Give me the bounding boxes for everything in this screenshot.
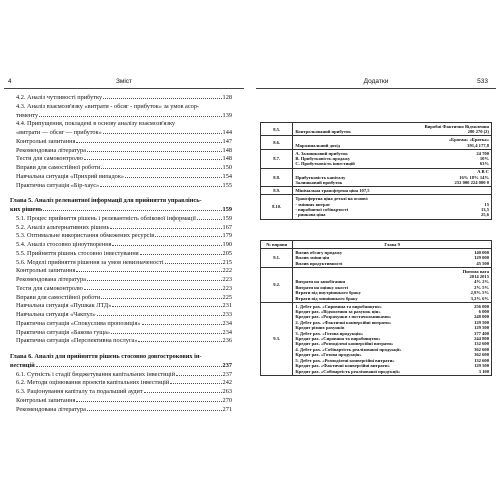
toc-entry-title: вестицій xyxy=(10,361,35,369)
exercise-number: 8.10. xyxy=(261,195,293,219)
answer-label: Трансфертна ціна деталі на основі: xyxy=(295,196,369,202)
toc-entry-page: 242 xyxy=(222,379,232,387)
answer-value: 129 500 xyxy=(474,325,489,331)
left-header-rule xyxy=(4,88,244,89)
toc-dot-leader xyxy=(170,383,221,384)
toc-entry-title: «витрати — обсяг — прибуток» xyxy=(16,129,102,136)
answer-label: Втрати від внутрішнього браку xyxy=(295,290,361,296)
toc-entry: Глава 5. Аналіз релевантної інформації для прийняття управлінсь- xyxy=(10,197,202,205)
toc-entry-title: Тести для самоконтролю xyxy=(16,284,83,292)
toc-entry xyxy=(10,285,232,294)
right-running-title: Додатки xyxy=(363,78,389,85)
chapter-header: Глава 9 xyxy=(293,241,492,249)
toc-entry xyxy=(10,371,232,380)
toc-entry-page: 271 xyxy=(222,405,232,413)
answer-value: Питома вага xyxy=(462,268,489,274)
answer-line xyxy=(295,296,489,301)
toc-entry-page: 190 xyxy=(222,241,232,248)
right-header-rule xyxy=(256,88,496,89)
toc-entry xyxy=(10,120,232,129)
toc-entry-title: Тести для самоконтролю xyxy=(16,155,83,163)
toc-dot-leader xyxy=(101,168,221,169)
toc-entry xyxy=(10,311,232,320)
table-row xyxy=(261,249,492,268)
toc-entry-page: 144 xyxy=(222,129,232,136)
toc-entry xyxy=(10,379,232,388)
answer-value: 25,6 xyxy=(480,212,489,218)
answer-label: 1. Дебет рах. «Сировина та виробництво» xyxy=(295,303,382,309)
toc-entry-page: 159 xyxy=(222,214,232,222)
toc-entry xyxy=(10,215,232,224)
answer-label: Кредит рах. «Фактичні конверсійні витрати» xyxy=(295,363,390,369)
answer-value: 13,5 xyxy=(480,207,489,213)
answer-value: 140 000 xyxy=(474,249,489,255)
toc-dot-leader xyxy=(155,236,221,237)
toc-entry-title: Навчальна ситуація «Чакпул» xyxy=(16,311,96,318)
answer-value: A B C xyxy=(477,169,489,175)
answers-table-chapter-8 xyxy=(260,122,492,220)
toc-dot-leader xyxy=(125,177,222,178)
toc-entry-page: 223 xyxy=(222,284,232,292)
exercise-answer xyxy=(293,123,492,136)
answer-label: 3. Дебет рах. «Готова продукція» xyxy=(295,330,363,336)
toc-entry xyxy=(10,294,232,303)
answer-value: 3 100 xyxy=(478,368,489,374)
answer-value: 132 600 xyxy=(474,341,489,347)
answer-line xyxy=(295,369,489,374)
toc-dot-leader xyxy=(101,298,221,299)
answer-label: Кредит рах. «Готова продукція» xyxy=(295,352,362,358)
toc-entry xyxy=(10,129,232,138)
toc-dot-leader xyxy=(144,392,222,393)
toc-entry-title: Рекомендована література xyxy=(16,405,86,413)
toc-entry-title: Контрольні запитання xyxy=(16,396,76,404)
answer-value: 2% 5% xyxy=(474,284,489,290)
toc-gap xyxy=(10,346,232,353)
toc-entry xyxy=(10,173,232,182)
answer-value: 10% xyxy=(479,156,489,162)
toc-entry-title: Практична ситуація «Бакова гуща» xyxy=(16,328,111,336)
answer-label: - змінних витрат xyxy=(295,201,331,207)
exercise-number: 9.1. xyxy=(261,249,293,268)
toc-entry xyxy=(10,397,232,406)
answer-value: 244 800 xyxy=(474,336,489,342)
toc-dot-leader xyxy=(76,401,221,402)
exercise-answer xyxy=(293,195,492,219)
answer-line xyxy=(295,180,489,185)
toc-entry xyxy=(10,155,232,164)
answer-label: Кредит різних рахунків xyxy=(295,325,345,331)
toc-entry-title: 4.4. Припущення, покладені в основу аналізу взаємозв'язку xyxy=(16,120,176,128)
toc-entry-title: Практична ситуація «Бір-хаус» xyxy=(16,181,100,189)
answer-label: Вплив продуктивності xyxy=(295,260,343,266)
toc-entry-title: 4.2. Аналіз чутливості прибутку xyxy=(16,94,103,101)
toc-entry-page: 148 xyxy=(222,155,232,163)
toc-entry-page: 237 xyxy=(222,370,232,378)
toc-entry-title: Рекомендована література xyxy=(16,146,86,154)
toc-entry-page: 128 xyxy=(222,94,232,101)
answer-value: 15 xyxy=(484,201,489,207)
toc-entry-page: 205 xyxy=(222,249,232,257)
answer-line xyxy=(295,212,489,217)
toc-entry-title: Рекомендована література xyxy=(16,276,86,283)
toc-entry-page: 148 xyxy=(222,146,232,154)
toc-entry-page: 231 xyxy=(222,302,232,310)
exercise-number-header: № вправи xyxy=(261,241,293,249)
answer-value: 63% xyxy=(479,161,489,167)
toc-dot-leader xyxy=(111,333,222,334)
toc-entry xyxy=(10,267,232,276)
toc-dot-leader xyxy=(197,219,222,220)
toc-dot-leader xyxy=(76,271,221,272)
answer-value: 16% 18% 14% xyxy=(459,174,489,180)
toc-entry xyxy=(10,103,232,112)
answer-label: Контрольований прибуток xyxy=(295,129,351,135)
toc-dot-leader xyxy=(36,366,222,367)
toc-entry-title: Навчальна ситуація «Пушкак ЛТД» xyxy=(16,302,112,310)
toc-entry-page: 139 xyxy=(222,111,232,119)
answer-label: В. Прибутковість продажу xyxy=(295,156,351,162)
toc-dot-leader xyxy=(84,159,222,160)
toc-entry xyxy=(10,112,232,121)
toc-dot-leader xyxy=(142,324,222,325)
answer-label: А. Залишковий прибуток xyxy=(295,150,348,156)
table-row xyxy=(261,302,492,375)
exercise-answer xyxy=(293,149,492,168)
toc-dot-leader xyxy=(43,210,221,211)
answer-value: 129 500 xyxy=(474,319,489,325)
toc-entry-title: Практична ситуація «Перспективна послуга» xyxy=(16,337,138,345)
answer-value: 24 700 xyxy=(476,150,489,156)
answer-value: 4% 2% xyxy=(474,279,489,285)
toc-dot-leader xyxy=(87,280,222,281)
toc-entry-title: Практична ситуація «Спокуслива пропозиція» xyxy=(16,319,141,327)
exercise-answer xyxy=(293,267,492,302)
toc-entry-page: 263 xyxy=(222,388,232,395)
toc-entry xyxy=(10,164,232,173)
exercise-answer xyxy=(293,168,492,187)
answer-value: 129 000 xyxy=(474,255,489,261)
toc-dot-leader xyxy=(112,306,221,307)
toc-entry-title: ких рішень xyxy=(10,206,43,213)
answer-label: Маржинальний дохід xyxy=(295,142,340,148)
toc-entry-page: 223 xyxy=(222,276,232,283)
answer-label: 5. Дебет рах. «Розподілені конверсійні витрати» xyxy=(295,357,395,363)
toc-entry-page: 234 xyxy=(222,319,232,327)
answer-value: Виробні Фактично Відхилення xyxy=(424,123,489,129)
exercise-answer xyxy=(293,249,492,268)
answer-label: Вплив зміни цін xyxy=(295,255,330,261)
toc-entry xyxy=(10,241,232,250)
toc-dot-leader xyxy=(100,186,221,187)
toc-entry-title: 4.3. Аналіз взаємозв'язку «витрати - обсяг - прибуток» за умов асор- xyxy=(16,102,200,110)
toc-entry-title: Вправи для самостійної роботи xyxy=(16,164,101,171)
answer-label: Кредит рах. «Розподілені конверсійні витрати» xyxy=(295,341,394,347)
left-running-title: Зміст xyxy=(115,78,133,85)
toc-entry xyxy=(10,224,232,233)
toc-entry-page: 147 xyxy=(222,137,232,145)
toc-entry xyxy=(10,406,232,415)
answer-value xyxy=(486,188,489,193)
left-page xyxy=(0,0,248,500)
toc-entry-page: 270 xyxy=(222,396,232,404)
toc-entry xyxy=(10,206,232,215)
exercise-number: 9.2. xyxy=(261,267,293,302)
toc-entry-page: 236 xyxy=(222,337,232,345)
table-row xyxy=(261,195,492,219)
answer-value: 129 500 xyxy=(474,363,489,369)
table-row xyxy=(261,123,492,136)
toc-dot-leader xyxy=(97,315,222,316)
toc-entry xyxy=(10,94,232,103)
toc-entry-title: Навчальна ситуація «Прихрий випадок» xyxy=(16,172,125,180)
answer-line xyxy=(295,143,489,148)
toc-entry-page: 179 xyxy=(222,232,232,240)
answer-value: 2,8% 5% xyxy=(470,290,489,296)
answer-value: «Братан» «Братка» xyxy=(448,137,489,143)
answer-value: 45 500 xyxy=(476,260,489,266)
answer-label: Залишковий прибуток xyxy=(295,180,343,186)
toc-entry xyxy=(10,302,232,311)
toc-entry-page: 155 xyxy=(222,181,232,189)
toc-entry xyxy=(10,388,232,397)
answer-value: 362 600 xyxy=(474,346,489,352)
answer-label: Втрати від зовнішнього браку xyxy=(295,295,358,301)
answer-label: - ринкова ціна xyxy=(295,212,326,218)
table-row xyxy=(261,187,492,195)
toc-entry-title: 6.3. Раціонування капіталу та подальший аудит xyxy=(16,388,143,395)
toc-dot-leader xyxy=(176,375,222,376)
answer-label: Витрати на оцінку якості xyxy=(295,284,349,290)
toc-entry-page: 222 xyxy=(222,267,232,275)
table-row xyxy=(261,267,492,302)
answer-label: Вплив обсягу продажу xyxy=(295,249,343,255)
answer-value: 248 000 xyxy=(474,314,489,320)
answer-label: Кредит рах. «Відхилення за рахунок цін» xyxy=(295,309,381,315)
toc-dot-leader xyxy=(140,254,222,255)
toc-gap xyxy=(10,190,232,197)
toc-entry xyxy=(10,250,232,259)
toc-entry-page: 234 xyxy=(222,328,232,336)
toc-entry-title: Контрольні запитання xyxy=(16,137,76,145)
answer-label: Кредит рах. «Сировина та виробництво» xyxy=(295,336,381,342)
exercise-answer xyxy=(293,302,492,375)
toc-entry-page: 167 xyxy=(222,223,232,231)
toc-entry xyxy=(10,362,232,371)
right-page xyxy=(252,0,500,500)
answer-value: 362 600 xyxy=(474,352,489,358)
answers-table-chapter-9 xyxy=(260,240,492,376)
answer-label: - виробничої собівартості xyxy=(295,207,349,213)
exercise-answer xyxy=(293,187,492,195)
toc-dot-leader xyxy=(110,228,221,229)
table-header-row xyxy=(261,241,492,249)
toc-entry-page: 154 xyxy=(222,172,232,180)
answer-line xyxy=(295,261,489,266)
table-row xyxy=(261,168,492,187)
toc-entry-page: 150 xyxy=(222,164,232,171)
toc-entry xyxy=(10,232,232,241)
toc-entry xyxy=(10,259,232,268)
exercise-number: 8.5. xyxy=(261,123,293,136)
toc-entry: Глава 6. Аналіз для прийняття рішень стосовно довгострокових ін- xyxy=(10,353,202,360)
answer-label: Витрати на запобігання xyxy=(295,279,345,285)
toc-entry xyxy=(10,329,232,338)
answer-label: 4. Дебет рах. «Собівартість реалізованої продукції» xyxy=(295,346,402,352)
answer-value: 6 000 xyxy=(478,309,489,315)
answer-value: 3,2% 6% xyxy=(470,295,489,301)
toc-dot-leader xyxy=(103,133,222,134)
right-page-number: 533 xyxy=(477,78,488,85)
toc-dot-leader xyxy=(87,151,222,152)
answer-line xyxy=(295,161,489,166)
toc-entry-page: 237 xyxy=(222,361,232,369)
answer-value: 252 000 224 000 0 xyxy=(454,180,489,186)
answer-value: 377 400 xyxy=(474,330,489,336)
toc-entry-title: Вправи для самостійної роботи xyxy=(16,293,101,301)
answer-line xyxy=(295,129,489,134)
exercise-number: 8.9. xyxy=(261,187,293,195)
toc-entry-title: 5.6. Моделі прийняття рішення за умов невизначеності xyxy=(16,258,164,266)
answer-value: 132 600 xyxy=(474,357,489,363)
toc-entry-page: 215 xyxy=(222,258,232,266)
toc-dot-leader xyxy=(87,410,222,411)
toc-entry-title: 5.4. Аналіз стосовно ціноутворення xyxy=(16,241,112,248)
answer-value: 2014 2015 xyxy=(469,274,489,280)
toc-entry xyxy=(10,276,232,285)
answer-line xyxy=(295,188,489,193)
toc-entry-title: 5.3. Оптимальне використання обмежених ресурсів xyxy=(16,232,155,240)
toc-entry-title: 6.1. Сутність і стадії бюджетування капітальних інвестицій xyxy=(16,370,176,378)
toc-entry xyxy=(10,182,232,191)
toc-entry-title: 6.2. Методи оцінювання проектів капітальних інвестицій xyxy=(16,379,170,387)
toc-entry xyxy=(10,138,232,147)
exercise-number: 8.8. xyxy=(261,168,293,187)
answer-label: Прибутковість капіталу xyxy=(295,174,346,180)
toc-dot-leader xyxy=(165,263,222,264)
table-row xyxy=(261,136,492,149)
toc-entry-title: 5.5. Прийняття рішень стосовно інвестування xyxy=(16,249,139,257)
table-of-contents xyxy=(10,94,232,414)
exercise-number: 8.7. xyxy=(261,149,293,168)
toc-entry xyxy=(10,337,232,346)
toc-dot-leader xyxy=(76,142,221,143)
toc-dot-leader xyxy=(84,289,222,290)
toc-dot-leader xyxy=(39,116,221,117)
answer-label: С. Прибутковість інвестицій xyxy=(295,161,355,167)
toc-entry-page: 159 xyxy=(222,206,232,213)
exercise-number: 8.6. xyxy=(261,136,293,149)
toc-entry-title: тименту xyxy=(16,111,39,119)
toc-entry-title: 5.2. Аналіз альтернативних рішень xyxy=(16,223,110,231)
toc-entry xyxy=(10,320,232,329)
exercise-answer xyxy=(293,136,492,149)
answer-label: Кредит рах. «Собівартість реалізованої продукції» xyxy=(295,368,401,374)
left-page-number: 4 xyxy=(8,78,12,85)
toc-dot-leader xyxy=(112,245,221,246)
table-row xyxy=(261,149,492,168)
toc-entry-title: Контрольні запитання xyxy=(16,267,76,275)
toc-entry xyxy=(10,147,232,156)
answer-value: 391,4 177,8 xyxy=(467,142,489,148)
answer-label: Мінімальна трансфертна ціна 107,5 xyxy=(295,188,370,194)
toc-dot-leader xyxy=(138,341,221,342)
toc-entry-page: 225 xyxy=(222,293,232,301)
answer-label: 2. Дебет рах. «Фактичні конверсійні витрати» xyxy=(295,319,392,325)
exercise-number: 9.3. xyxy=(261,302,293,375)
answer-label: Кредит рах. «Розрахунки з постачальниками» xyxy=(295,314,392,320)
toc-entry-page: 233 xyxy=(222,311,232,318)
answer-value: 280 270 (2) xyxy=(467,129,489,135)
answer-value: 256 000 xyxy=(474,303,489,309)
toc-entry-title: 5.1. Процес прийняття рішень і релевантність облікової інформації xyxy=(16,214,196,222)
toc-dot-leader xyxy=(103,98,221,99)
